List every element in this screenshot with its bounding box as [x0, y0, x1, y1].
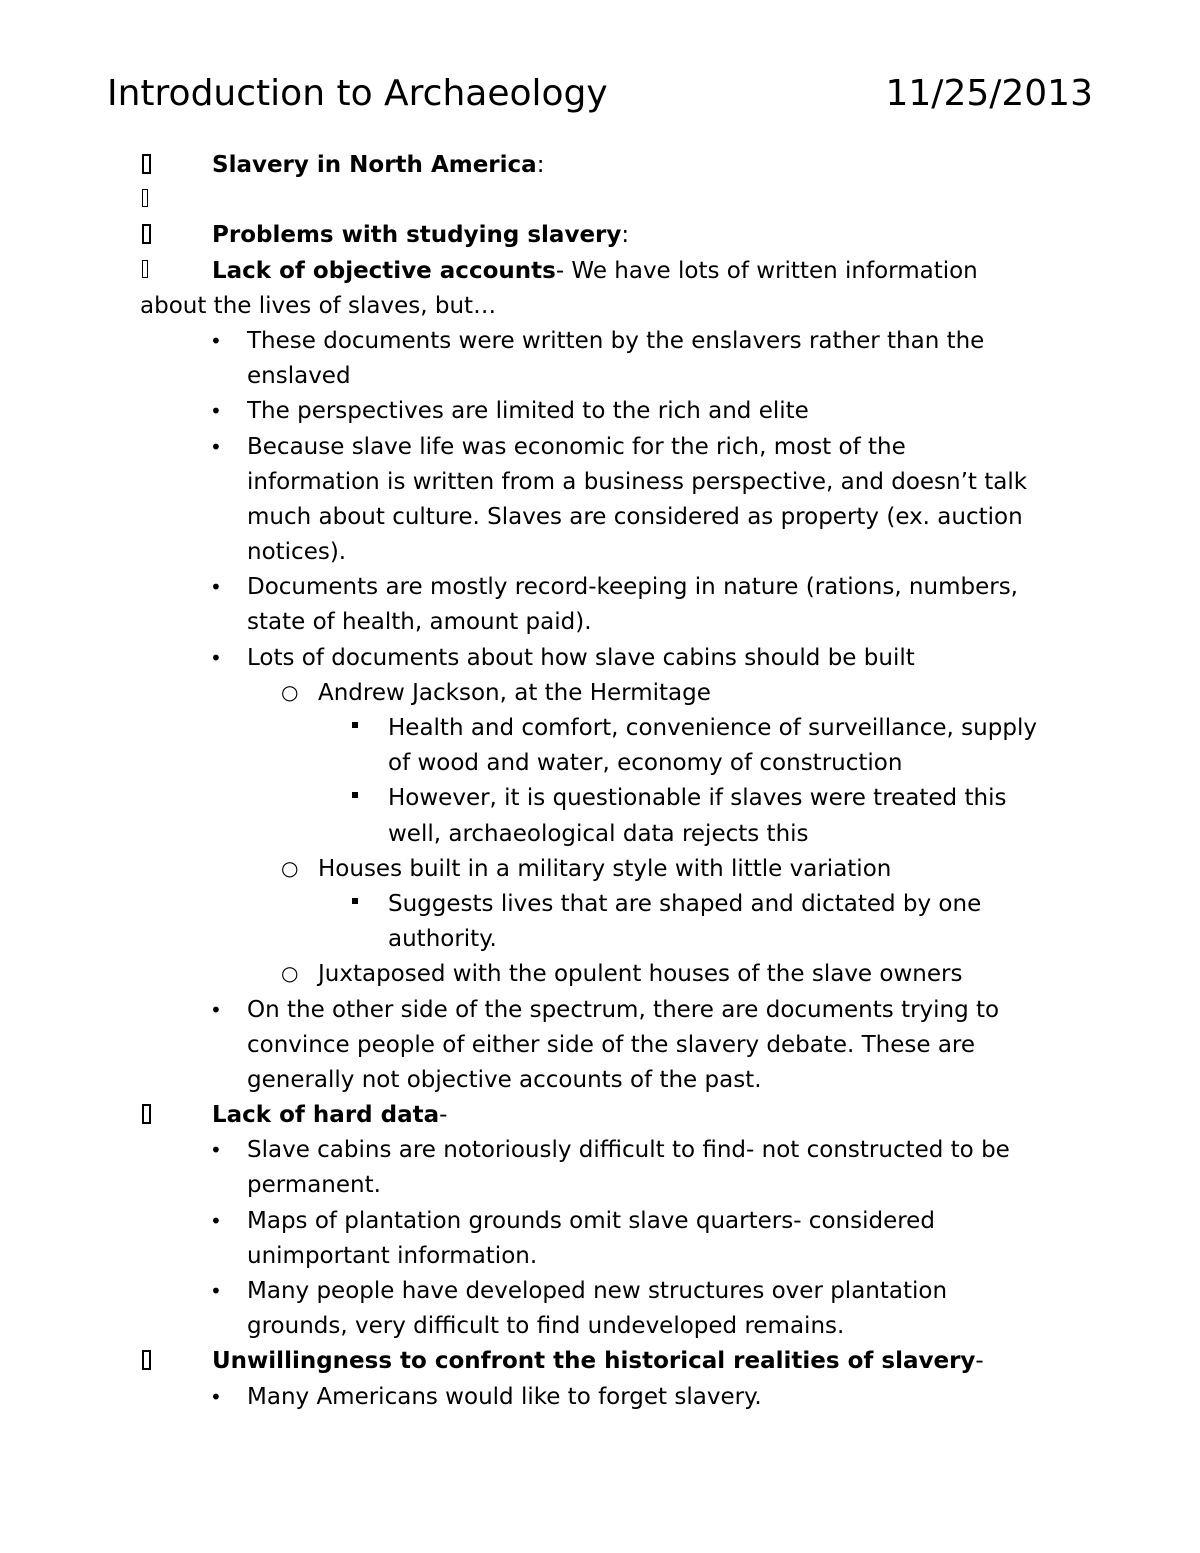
sub-sub-list-item-text: authority. — [388, 926, 497, 953]
list-item-text: Because slave life was economic for the rich, most of the — [247, 433, 906, 460]
list-item-text: generally not objective accounts of the past. — [247, 1066, 762, 1093]
sub-sub-list-item-continuation — [0, 922, 1200, 957]
section-text: - We have lots of written information — [555, 257, 978, 284]
list-item-text: grounds, very difficult to find undeveloped remains. — [247, 1313, 845, 1340]
list-item — [0, 394, 1200, 429]
sub-sub-list-item — [0, 711, 1200, 746]
list-item-continuation — [0, 1309, 1200, 1344]
section-heading-line: Lack of hard data- — [0, 1098, 1200, 1133]
square-bullet-icon — [352, 898, 358, 904]
circle-bullet-icon: ○ — [281, 855, 299, 880]
list-item-text: permanent. — [247, 1172, 381, 1199]
sub-list-item-text: Andrew Jackson, at the Hermitage — [318, 679, 711, 706]
bullet-icon: • — [210, 1208, 222, 1233]
list-item-text: Documents are mostly record-keeping in nature (rations, numbers, — [247, 574, 1018, 601]
bullet-icon: • — [210, 997, 222, 1022]
bullet-icon: • — [210, 399, 222, 424]
list-item-text: convince people of either side of the slavery debate. These are — [247, 1031, 976, 1058]
list-item — [0, 1204, 1200, 1239]
list-item-continuation — [0, 465, 1200, 500]
list-item — [0, 570, 1200, 605]
document-title: Introduction to Archaeology — [107, 73, 608, 114]
empty-line — [0, 183, 1200, 218]
list-item-text: much about culture. Slaves are considered as property (ex. auction — [247, 503, 1023, 530]
list-item — [0, 993, 1200, 1028]
bullet-icon: • — [210, 328, 222, 353]
circle-bullet-icon: ○ — [281, 679, 299, 704]
section-heading: Unwillingness to confront the historical realities of slavery — [212, 1348, 976, 1375]
sub-list-item — [0, 676, 1200, 711]
list-item-text: The perspectives are limited to the rich and elite — [247, 398, 809, 425]
bullet-icon: • — [210, 575, 222, 600]
bullet-icon: • — [210, 1279, 222, 1303]
list-item-text: On the other side of the spectrum, there are documents trying to — [247, 996, 1000, 1023]
bullet-icon: • — [210, 1138, 222, 1163]
page-header — [107, 72, 1093, 122]
list-item-continuation — [0, 500, 1200, 535]
sub-sub-list-item-text: well, archaeological data rejects this — [388, 820, 809, 847]
checkbox-marker-icon — [142, 154, 151, 180]
section-heading: Problems with studying slavery — [212, 222, 622, 249]
bullet-icon: • — [210, 1384, 222, 1409]
section-heading: Lack of hard data — [212, 1102, 440, 1129]
list-item-text: state of health, amount paid). — [247, 609, 592, 636]
section-heading: Slavery in North America — [212, 152, 537, 178]
bullet-icon: • — [210, 645, 222, 670]
list-item-continuation — [0, 1168, 1200, 1203]
list-item-continuation — [0, 1063, 1200, 1098]
sub-sub-list-item-continuation — [0, 746, 1200, 781]
list-item — [0, 1380, 1200, 1415]
sub-sub-list-item — [0, 887, 1200, 922]
notes-body — [0, 148, 1200, 1415]
sub-sub-list-item — [0, 781, 1200, 816]
sub-sub-list-item-text: Health and comfort, convenience of surveillance, supply — [388, 715, 1037, 741]
square-bullet-icon — [352, 792, 358, 798]
list-item-text: These documents were written by the enslavers rather than the — [247, 327, 985, 354]
sub-list-item — [0, 957, 1200, 992]
checkbox-marker-icon — [142, 260, 148, 284]
sub-sub-list-item-text: Suggests lives that are shaped and dictated by one — [388, 890, 982, 917]
sub-list-item-text: Houses built in a military style with little variation — [318, 855, 892, 882]
checkbox-marker-icon — [142, 1350, 151, 1376]
checkbox-marker-icon — [142, 1104, 151, 1130]
list-item-text: Slave cabins are notoriously difficult to find- not constructed to be — [247, 1137, 1010, 1164]
bullet-icon: • — [210, 434, 222, 459]
list-item-text: enslaved — [247, 363, 351, 390]
section-heading: Lack of objective accounts — [212, 257, 556, 284]
section-heading-line: Problems with studying slavery: — [0, 218, 1200, 253]
checkbox-marker-icon — [142, 224, 151, 250]
sub-list-item — [0, 852, 1200, 887]
sub-sub-list-item-text: of wood and water, economy of construction — [388, 750, 903, 777]
list-item-text: unimportant information. — [247, 1242, 538, 1269]
list-item — [0, 430, 1200, 465]
section-heading-line — [0, 254, 1200, 289]
list-item-continuation — [0, 1028, 1200, 1063]
list-item-continuation — [0, 1239, 1200, 1274]
sub-sub-list-item-continuation — [0, 817, 1200, 852]
section-heading-line: Slavery in North America: — [0, 148, 1200, 183]
list-item-text: Maps of plantation grounds omit slave quarters- considered — [247, 1207, 935, 1234]
list-item — [0, 641, 1200, 676]
list-item — [0, 324, 1200, 359]
sub-list-item-text: Juxtaposed with the opulent houses of the slave owners — [318, 961, 963, 988]
list-item-continuation — [0, 605, 1200, 640]
list-item-continuation — [0, 359, 1200, 394]
list-item-text: Many Americans would like to forget slavery. — [247, 1383, 762, 1410]
checkbox-marker-icon — [142, 189, 148, 213]
list-item — [0, 1133, 1200, 1168]
list-item — [0, 1274, 1200, 1309]
list-item-text: Many people have developed new structures over plantation — [247, 1278, 948, 1304]
document-date: 11/25/2013 — [885, 73, 1093, 114]
section-heading-line: Unwillingness to confront the historical realities of slavery- — [0, 1344, 1200, 1379]
list-item-continuation — [0, 535, 1200, 570]
list-item-text: Lots of documents about how slave cabins should be built — [247, 644, 915, 671]
sub-sub-list-item-text: However, it is questionable if slaves were treated this — [388, 785, 1007, 812]
section-text: about the lives of slaves, but… — [140, 292, 497, 319]
circle-bullet-icon: ○ — [281, 961, 299, 986]
square-bullet-icon — [352, 722, 358, 728]
list-item-text: notices). — [247, 539, 347, 566]
wrapped-line — [0, 289, 1200, 324]
list-item-text: information is written from a business perspective, and doesn’t talk — [247, 468, 1028, 495]
